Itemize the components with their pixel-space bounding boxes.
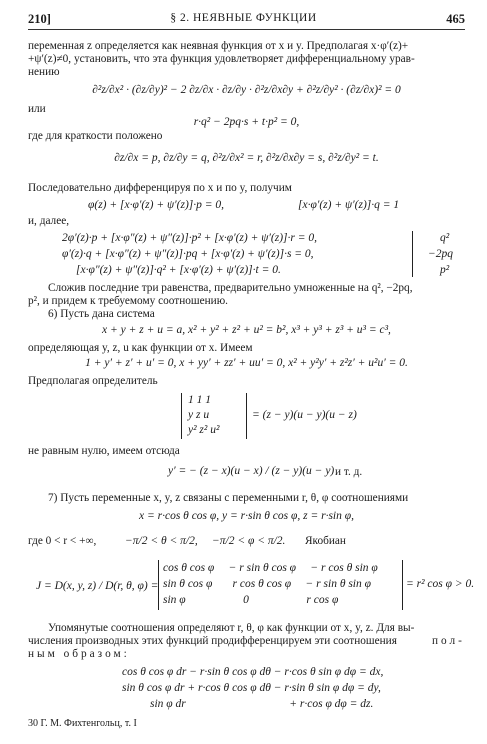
equation: x + y + z + u = a, x² + y² + z² + u² = b², x³ + y³ + z³ + u³ = c³,	[102, 324, 391, 336]
equation: ∂z/∂x = p, ∂z/∂y = q, ∂²z/∂x² = r, ∂²z/∂x∂y = s, ∂²z/∂y² = t.	[114, 152, 379, 164]
text-line: Предполагая определитель	[28, 375, 158, 387]
equation: x = r·cos θ cos φ, y = r·sin θ cos φ, z = r·sin φ,	[139, 510, 354, 522]
text-line: где 0 < r < +∞,	[28, 535, 97, 547]
jacobian-bar-right	[402, 560, 403, 610]
determinant-bar-left	[181, 393, 182, 439]
text-line: Сложив последние три равенства, предварительно умноженные на q², −2pq,	[48, 282, 413, 294]
text-line: 7) Пусть переменные x, y, z связаны с переменными r, θ, φ соотношениями	[48, 492, 409, 504]
text-line: или	[28, 103, 46, 115]
equation: cos θ cos φ dr − r·sin θ cos φ dθ − r·cos θ sin φ dφ = dx,	[122, 666, 384, 678]
equation: [x·φ′(z) + ψ′(z)]·q = 1	[298, 199, 400, 211]
text-line: ным образом:	[28, 648, 130, 660]
determinant-bar-right	[246, 393, 247, 439]
equation: −π/2 < θ < π/2,	[125, 535, 198, 547]
section-number: 210]	[28, 12, 51, 26]
footer-signature: 30 Г. М. Фихтенгольц, т. I	[28, 718, 137, 729]
text-line: и т. д.	[335, 466, 363, 478]
text-line: определяющая y, z, u как функции от x. Имеем	[28, 342, 253, 354]
equation: sin φ dr + r·cos φ dφ = dz.	[150, 698, 374, 710]
equation: ∂²z/∂x² · (∂z/∂y)² − 2 ∂z/∂x · ∂z/∂y · ∂²z/∂x∂y + ∂²z/∂y² · (∂z/∂x)² = 0	[92, 84, 401, 96]
text-line: переменная z определяется как неявная функция от x и y. Предполагая x·φ′(z)+	[28, 40, 409, 52]
jacobian-bar-left	[158, 560, 159, 610]
equation: J = D(x, y, z) / D(r, θ, φ) =	[36, 580, 159, 592]
equation: φ′(z)·q + [x·φ″(z) + ψ″(z)]·pq + [x·φ′(z) + ψ′(z)]·s = 0,	[62, 248, 314, 260]
multiplier: p²	[440, 264, 450, 276]
text-line: нению	[28, 66, 60, 78]
equation: 2φ′(z)·p + [x·φ″(z) + ψ″(z)]·p² + [x·φ′(z) + ψ′(z)]·r = 0,	[62, 232, 318, 244]
jacobian-row: sin θ cos φ r cos θ cos φ − r sin θ sin φ	[163, 578, 371, 590]
jacobian-row: cos θ cos φ − r sin θ cos φ − r cos θ sin φ	[163, 562, 378, 574]
equation: r·q² − 2pq·s + t·p² = 0,	[193, 116, 300, 128]
equation: [x·φ″(z) + ψ″(z)]·q² + [x·φ′(z) + ψ′(z)]·t = 0.	[76, 264, 281, 276]
determinant-row: 1 1 1	[188, 394, 211, 406]
text-line: 6) Пусть дана система	[48, 308, 155, 320]
text-line: p², и придем к требуемому соотношению.	[28, 295, 228, 307]
text-line: Последовательно дифференцируя по x и по y, получим	[28, 182, 292, 194]
multiplier: −2pq	[428, 248, 454, 260]
text-line: +ψ′(z)≠0, установить, что эта функция удовлетворяет дифференциальному урав-	[28, 53, 415, 65]
equation: 1 + y′ + z′ + u′ = 0, x + yy′ + zz′ + uu′ = 0, x² + y²y′ + z²z′ + u²u′ = 0.	[85, 357, 408, 369]
jacobian-row: sin φ 0 r cos φ	[163, 594, 339, 606]
equation: sin θ cos φ dr + r·cos θ cos φ dθ − r·sin θ sin φ dφ = dy,	[122, 682, 381, 694]
text-line: Якобиан	[305, 535, 346, 547]
text-line: и, далее,	[28, 215, 70, 227]
multiplier: q²	[440, 232, 450, 244]
header-rule	[28, 29, 465, 30]
equation: = r² cos φ > 0.	[406, 578, 475, 590]
equation: y′ = − (z − x)(u − x) / (z − y)(u − y)	[168, 465, 335, 477]
multiplier-bar	[412, 231, 413, 277]
equation: −π/2 < φ < π/2.	[212, 535, 286, 547]
page-number: 465	[446, 12, 465, 26]
equation: = (z − y)(u − y)(u − z)	[252, 409, 357, 421]
determinant-row: y z u	[188, 409, 210, 421]
determinant-row: y² z² u²	[188, 424, 220, 436]
running-title: § 2. НЕЯВНЫЕ ФУНКЦИИ	[170, 12, 317, 24]
equation: φ(z) + [x·φ′(z) + ψ′(z)]·p = 0,	[88, 199, 225, 211]
text-line: Упомянутые соотношения определяют r, θ, φ как функции от x, y, z. Для вы-	[48, 622, 415, 634]
text-line: где для краткости положено	[28, 130, 163, 142]
text-line: числения производных этих функций продифференцируем эти соотношения	[28, 635, 397, 647]
text-line: не равным нулю, имеем отсюда	[28, 445, 180, 457]
text-line: пол-	[432, 635, 465, 647]
